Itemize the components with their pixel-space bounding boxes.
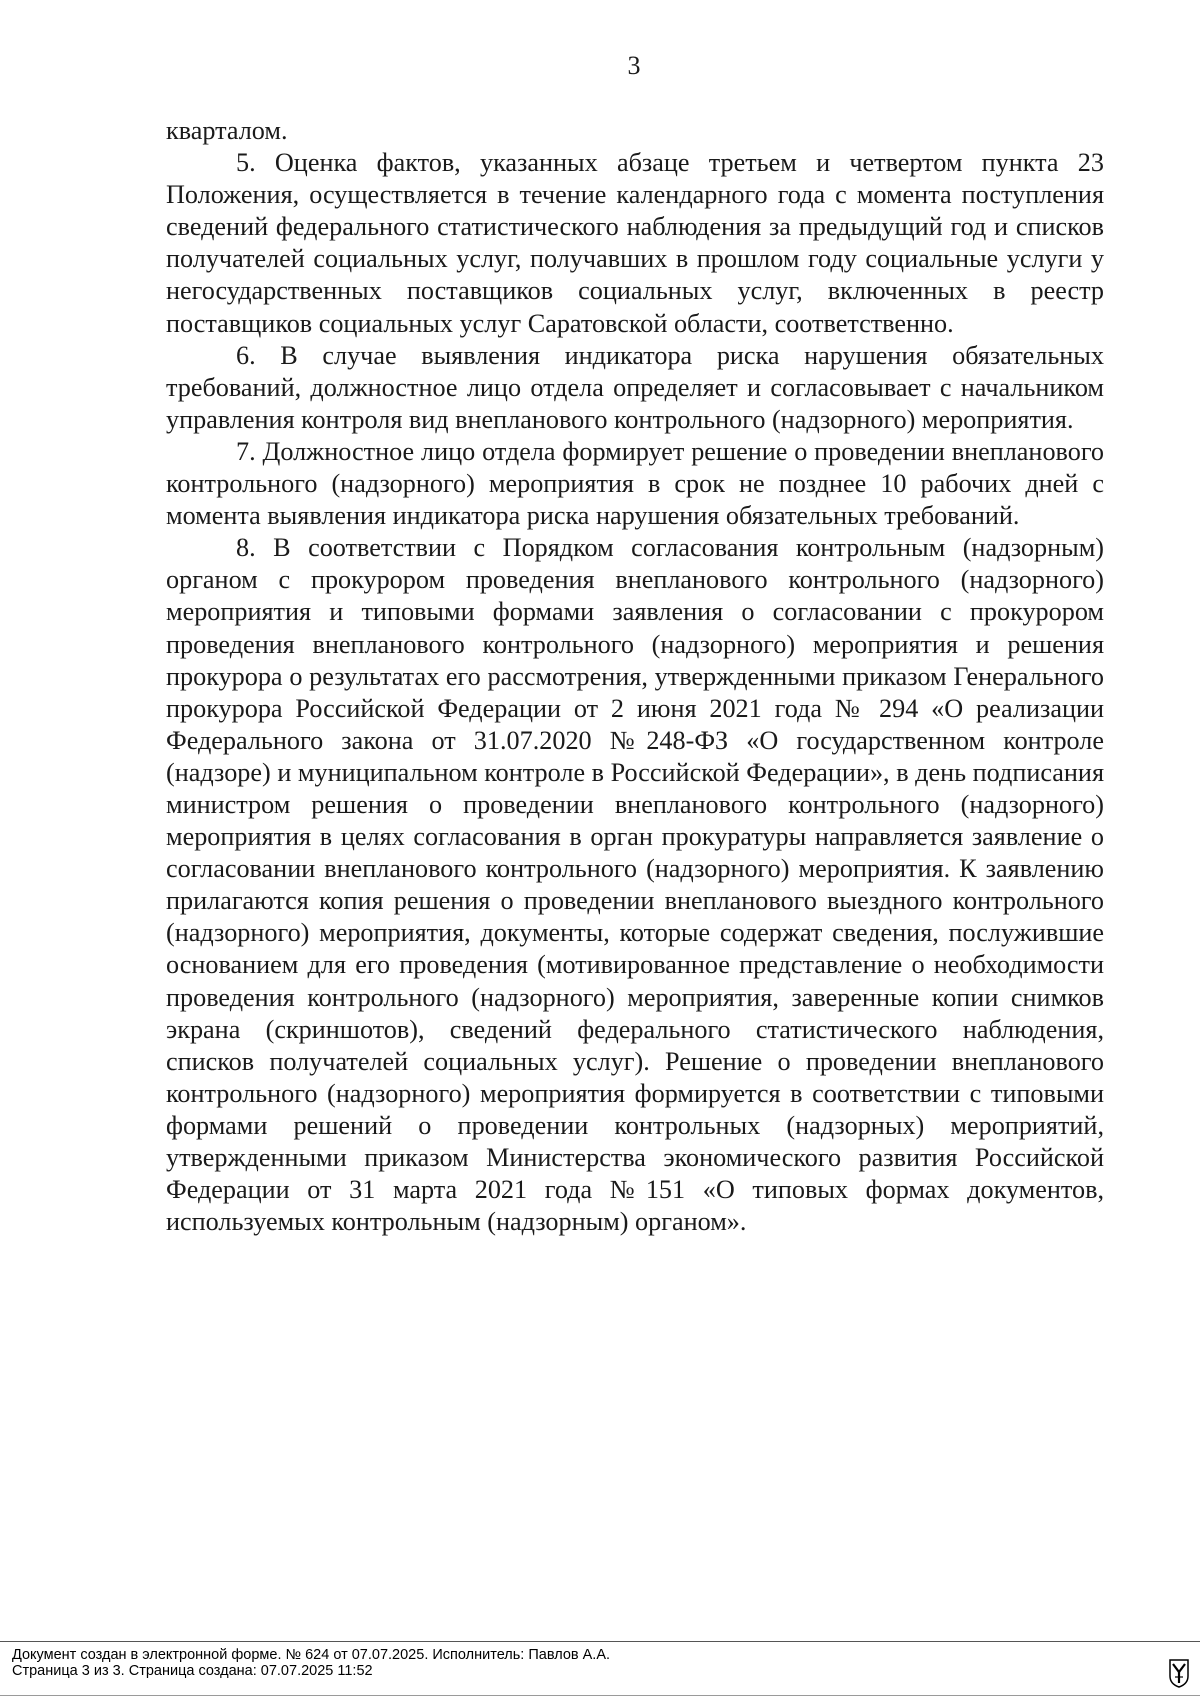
footer-bottom-divider bbox=[0, 1695, 1200, 1696]
paragraph-item-8: 8. В соответствии с Порядком согласования контрольным (надзорным) органом с прокурором проведения внепланового контрольного (надзорного) мероприятия и типовыми формами заявления о согласовании с прокурором проведения внепланового контрольного (надзорного) мероприятия и решения прокурора о результатах его рассмотрения, утвержденными приказом Генерального прокурора Российской Федерации от 2 июня 2021 года № 294 «О реализации Федерального закона от 31.07.2020 №248-ФЗ «О государственном контроле (надзоре) и муниципальном контроле в Российской Федерации», в день подписания министром решения о проведении внепланового контрольного (надзорного) мероприятия в целях согласования в орган прокуратуры направляется заявление о согласовании внепланового контрольного (надзорного) мероприятия. К заявлению прилагаются копия решения о проведении внепланового выездного контрольного (надзорного) мероприятия, документы, которые содержат сведения, послужившие основанием для его проведения (мотивированное представление о необходимости проведения контрольного (надзорного) мероприятия, заверенные копии снимков экрана (скриншотов), сведений федерального статистического наблюдения, списков получателей социальных услуг). Решение о проведении внепланового контрольного (надзорного) мероприятия формируется в соответствии с типовыми формами решений о проведении контрольных (надзорных) мероприятий, утвержденными приказом Министерства экономического развития Российской Федерации от 31 марта 2021 года №151 «О типовых формах документов, используемых контрольным (надзорным) органом». bbox=[166, 533, 1104, 1237]
regional-emblem-icon bbox=[1168, 1658, 1190, 1688]
paragraph-continuation: кварталом. bbox=[166, 116, 288, 145]
page-number: 3 bbox=[627, 51, 641, 80]
document-body bbox=[166, 115, 1104, 1238]
footer-text bbox=[12, 1647, 610, 1679]
paragraph-item-6: 6. В случае выявления индикатора риска нарушения обязательных требований, должностное лицо отдела определяет и согласовывает с начальником управления контроля вид внепланового контрольного (надзорного) мероприятия. bbox=[166, 340, 1104, 434]
paragraph-item-5: 5. Оценка фактов, указанных абзаце третьем и четвертом пункта 23 Положения, осуществляется в течение календарного года с момента поступления сведений федерального статистического наблюдения за предыдущий год и списков получателей социальных услуг, получавших в прошлом году социальные услуги у негосударственных поставщиков социальных услуг, включенных в реестр поставщиков социальных услуг Саратовской области, соответственно. bbox=[166, 148, 1104, 338]
paragraph-item-7: 7. Должностное лицо отдела формирует решение о проведении внепланового контрольного (надзорного) мероприятия в срок не позднее 10 рабочих дней с момента выявления индикатора риска нарушения обязательных требований. bbox=[166, 436, 1104, 531]
footer-line-page-info: Страница 3 из 3. Страница создана: 07.07.2025 11:52 bbox=[12, 1663, 373, 1679]
document-footer bbox=[0, 1641, 1200, 1698]
footer-divider bbox=[0, 1641, 1200, 1642]
footer-line-document-info: Документ создан в электронной форме. № 624 от 07.07.2025. Исполнитель: Павлов А.А. bbox=[12, 1647, 611, 1663]
